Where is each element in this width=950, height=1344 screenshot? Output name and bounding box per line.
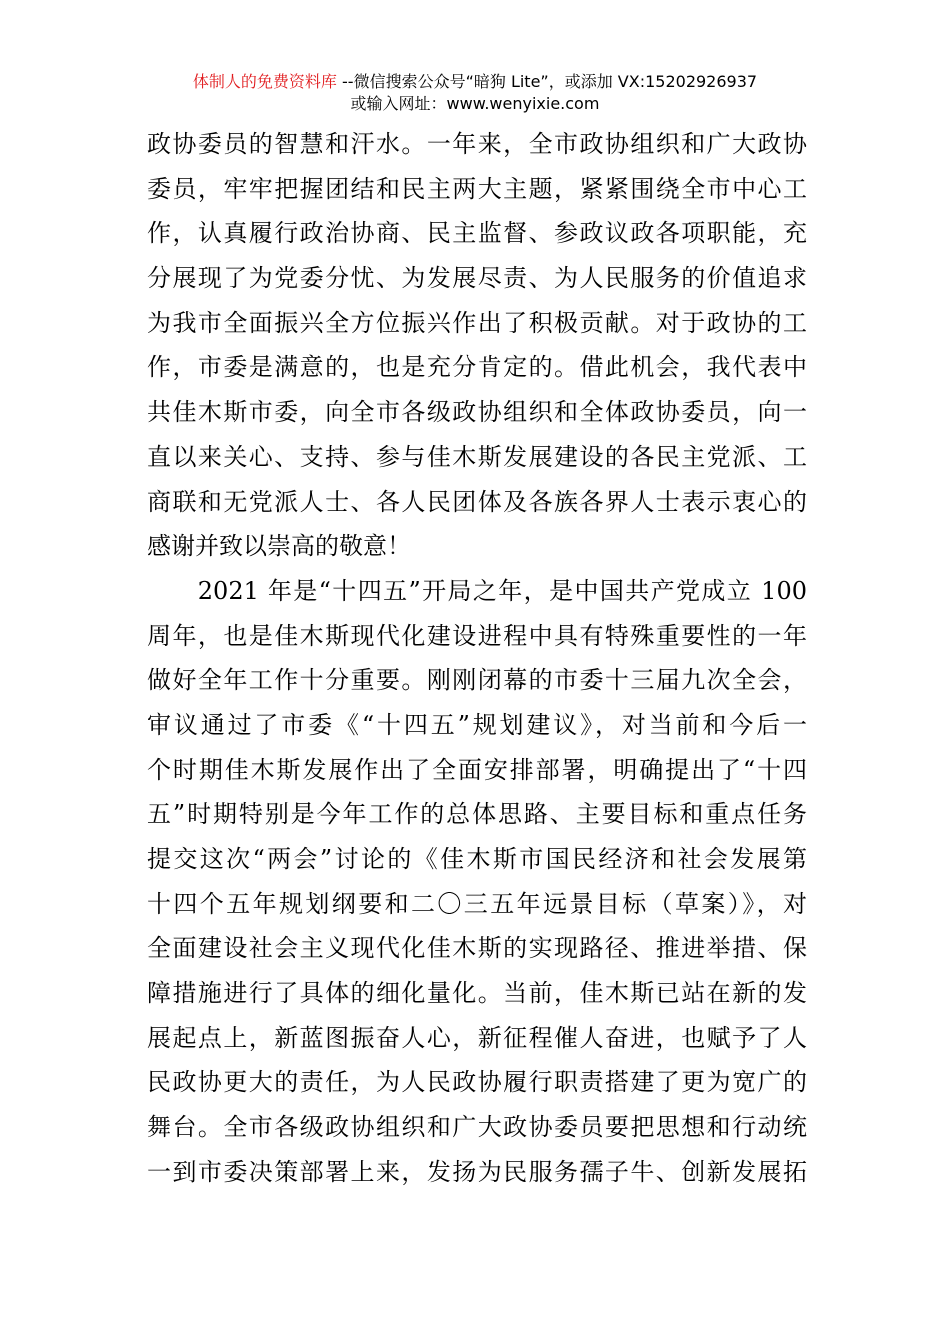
text-line: 五”时期特别是今年工作的总体思路、主要目标和重点任务 (147, 800, 807, 829)
text-line: 十四个五年规划纲要和二〇三五年远景目标（草案）》，对 (147, 889, 807, 918)
header-tagline: --微信搜索公众号“暗狗 Lite”，或添加 VX:15202926937 (336, 72, 758, 91)
text-line: 周年，也是佳木斯现代化建设进程中具有特殊重要性的一年 (147, 621, 807, 650)
text-line: 提交这次“两会”讨论的《佳木斯市国民经济和社会发展第 (147, 845, 807, 873)
text-line: 作，市委是满意的，也是充分肯定的。借此机会，我代表中 (147, 353, 807, 382)
text-line: 做好全年工作十分重要。刚刚闭幕的市委十三届九次全会， (147, 666, 807, 695)
header-brand: 体制人的免费资料库 (192, 72, 337, 91)
text-line: 一到市委决策部署上来，发扬为民服务孺子牛、创新发展拓 (147, 1157, 807, 1186)
text-line: 商联和无党派人士、各人民团体及各族各界人士表示衷心的 (147, 487, 807, 516)
paragraph-end-line: 感谢并致以崇高的敬意！ (147, 532, 411, 561)
text-line: 全面建设社会主义现代化佳木斯的实现路径、推进举措、保 (147, 934, 807, 963)
text-line: 委员，牢牢把握团结和民主两大主题，紧紧围绕全市中心工 (147, 174, 807, 203)
text-line: 共佳木斯市委，向全市各级政协组织和全体政协委员，向一 (147, 398, 807, 427)
header-watermark-line (0, 71, 950, 93)
text-line: 个时期佳木斯发展作出了全面安排部署，明确提出了“十四 (147, 755, 807, 784)
text-line: 分展现了为党委分忧、为发展尽责、为人民服务的价值追求 (147, 264, 807, 293)
text-line: 展起点上，新蓝图振奋人心，新征程催人奋进，也赋予了人 (147, 1023, 807, 1052)
text-line: 舞台。全市各级政协组织和广大政协委员要把思想和行动统 (147, 1113, 807, 1142)
text-line: 障措施进行了具体的细化量化。当前，佳木斯已站在新的发 (147, 979, 807, 1008)
text-line: 民政协更大的责任，为人民政协履行职责搭建了更为宽广的 (147, 1068, 807, 1097)
text-line: 作，认真履行政治协商、民主监督、参政议政各项职能，充 (147, 219, 807, 248)
text-line: 直以来关心、支持、参与佳木斯发展建设的各民主党派、工 (147, 442, 807, 471)
text-line: 政协委员的智慧和汗水。一年来，全市政协组织和广大政协 (147, 130, 807, 158)
text-line: 为我市全面振兴全方位振兴作出了积极贡献。对于政协的工 (147, 308, 807, 337)
text-line: 审议通过了市委《“十四五”规划建议》，对当前和今后一 (147, 710, 807, 739)
paragraph-first-line: 2021 年是“十四五”开局之年，是中国共产党成立 100 (147, 576, 807, 605)
header-site-line: 或输入网址：www.wenyixie.com (350, 94, 600, 113)
document-body (147, 122, 807, 1195)
